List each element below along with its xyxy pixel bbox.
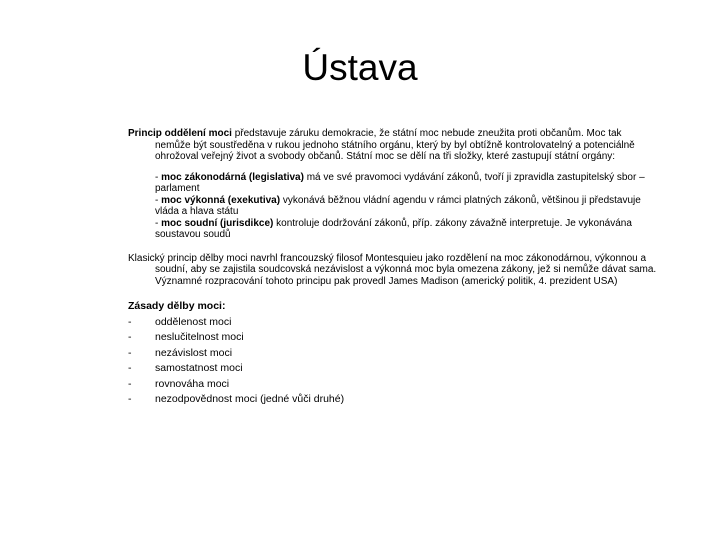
list-item: - oddělenost moci — [128, 315, 232, 328]
power-item-legislative: - moc zákonodárná (legislativa) má ve své pravomoci vydávání zákonů, tvoří ji zpravidla zastupitelský sbor – parlament — [155, 171, 645, 194]
slide-body — [128, 128, 658, 408]
separation-principle-paragraph — [128, 128, 658, 163]
slide-title: Ústava — [302, 47, 418, 88]
list-item: - samostatnost moci — [128, 362, 243, 374]
principles-heading: Zásady dělby moci: — [128, 300, 226, 312]
montesquieu-paragraph: Klasický princip dělby moci navrhl francouzský filosof Montesquieu jako rozdělení na moc zákonodárnou, výkonnou a soudní, aby se zajistila soudcovská nezávislost a výkonná moc byla omezena zákony, jež si nemůže dávat sama. Významné rozpracování tohoto principu pak provedl James Madison (americký politik, 4. prezident USA) — [128, 252, 657, 287]
power-item-executive: - moc výkonná (exekutiva) vykonává běžnou vládní agendu v rámci platných zákonů, většinou ji představuje vláda a hlava státu — [155, 194, 641, 217]
powers-list — [128, 172, 658, 241]
list-item: - nezodpovědnost moci (jedné vůči druhé) — [128, 393, 345, 405]
list-item: - neslučitelnost moci — [128, 331, 244, 343]
power-item-judicial: - moc soudní (jurisdikce) kontroluje dodržování zákonů, příp. zákony závažně interpretuje. Je vykonávána soustavou soudů — [155, 217, 632, 240]
separation-principle-text: představuje záruku demokracie, že státní moc nebude zneužita proti občanům. Moc tak nemůže být soustředěna v rukou jednoho státního orgánu, který by byl obtížně kontrolovatelný a potenciálně ohrožoval veřejný život a svobody občanů. Státní moc se dělí na tři složky, které zastupují státní orgány: — [155, 128, 635, 162]
list-item: - nezávislost moci — [128, 346, 233, 359]
principles-list — [128, 315, 658, 408]
list-item: - rovnováha moci — [128, 377, 230, 390]
separation-principle-label: Princip oddělení moci — [128, 128, 232, 139]
